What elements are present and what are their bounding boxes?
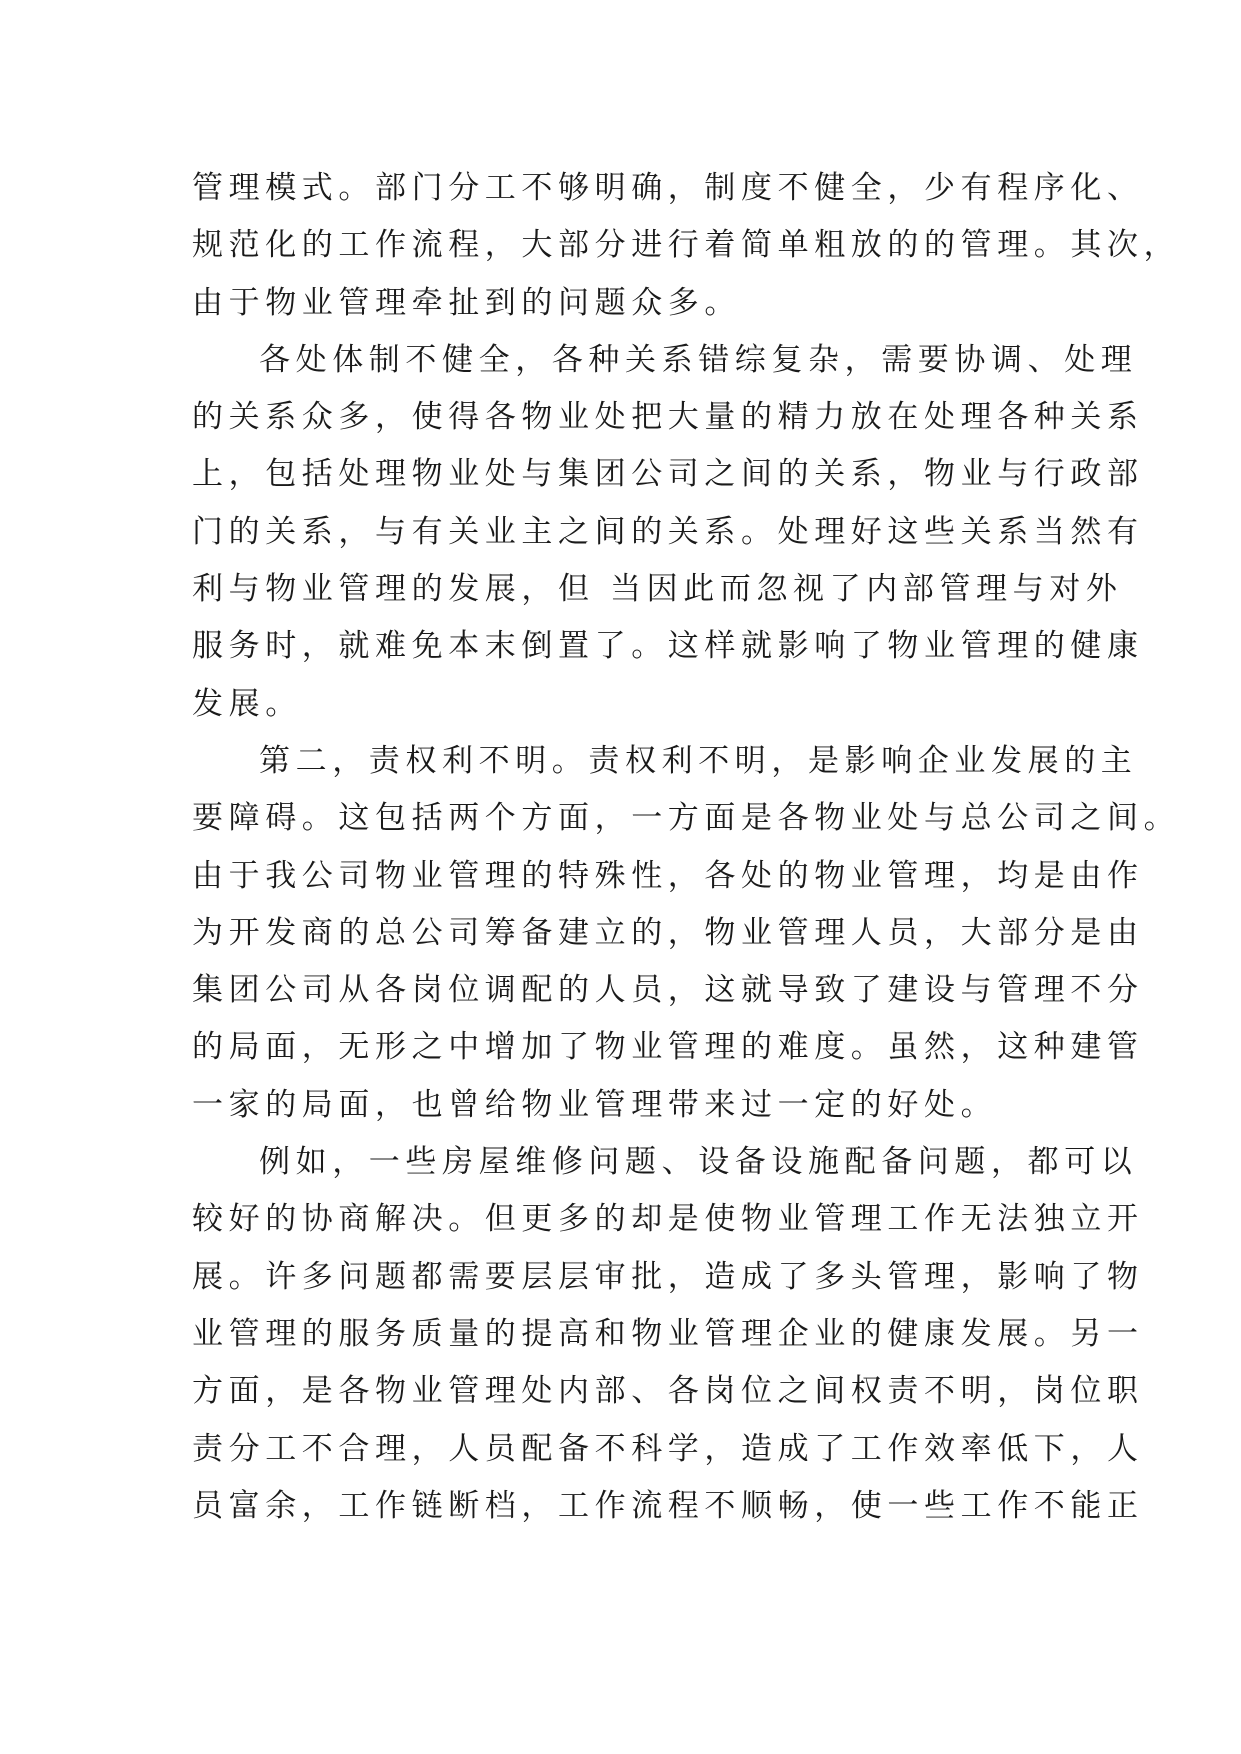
text-line: 员富余，工作链断档，工作流程不顺畅，使一些工作不能正 bbox=[192, 1487, 1144, 1524]
text-line: 由于我公司物业管理的特殊性，各处的物业管理，均是由作 bbox=[192, 857, 1144, 894]
paragraph-2 bbox=[192, 332, 1144, 733]
text-line: 服务时，就难免本末倒置了。这样就影响了物业管理的健康 bbox=[192, 628, 1144, 665]
text-line: 一家的局面，也曾给物业管理带来过一定的好处。 bbox=[192, 1086, 998, 1123]
text-line: 例如，一些房屋维修问题、设备设施配备问题，都可以 bbox=[259, 1144, 1138, 1181]
text-line: 第二，责权利不明。责权利不明，是影响企业发展的主 bbox=[259, 742, 1138, 779]
text-line: 管理模式。部门分工不够明确，制度不健全，少有程序化、 bbox=[192, 170, 1144, 206]
paragraph-4 bbox=[192, 1134, 1144, 1535]
text-line: 的关系众多，使得各物业处把大量的精力放在处理各种关系 bbox=[192, 399, 1144, 436]
text-line: 集团公司从各岗位调配的人员，这就导致了建设与管理不分 bbox=[192, 972, 1144, 1009]
text-line: 为开发商的总公司筹备建立的，物业管理人员，大部分是由 bbox=[192, 914, 1144, 951]
text-line: 业管理的服务质量的提高和物业管理企业的健康发展。另一 bbox=[192, 1315, 1144, 1352]
text-line: 展。许多问题都需要层层审批，造成了多头管理，影响了物 bbox=[192, 1258, 1144, 1295]
text-line: 规范化的工作流程，大部分进行着简单粗放的的管理。其次， bbox=[192, 227, 1181, 264]
text-line: 要障碍。这包括两个方面，一方面是各物业处与总公司之间。 bbox=[192, 800, 1181, 837]
text-line: 方面，是各物业管理处内部、各岗位之间权责不明，岗位职 bbox=[192, 1373, 1144, 1410]
text-line: 发展。 bbox=[192, 685, 302, 722]
text-line: 门的关系，与有关业主之间的关系。处理好这些关系当然有 bbox=[192, 513, 1144, 550]
text-line: 上，包括处理物业处与集团公司之间的关系，物业与行政部 bbox=[192, 456, 1144, 493]
text-line: 责分工不合理，人员配备不科学，造成了工作效率低下，人 bbox=[192, 1430, 1144, 1467]
body-text bbox=[192, 160, 1181, 1535]
text-line: 各处体制不健全，各种关系错综复杂，需要协调、处理 bbox=[259, 341, 1138, 378]
text-line: 利与物业管理的发展，但 当因此而忽视了内部管理与对外 bbox=[192, 571, 1123, 608]
paragraph-3 bbox=[192, 733, 1181, 1134]
text-line: 由于物业管理牵扯到的问题众多。 bbox=[192, 284, 741, 321]
paragraph-1 bbox=[192, 160, 1181, 332]
text-line: 的局面，无形之中增加了物业管理的难度。虽然，这种建管 bbox=[192, 1029, 1144, 1066]
text-line: 较好的协商解决。但更多的却是使物业管理工作无法独立开 bbox=[192, 1201, 1144, 1238]
